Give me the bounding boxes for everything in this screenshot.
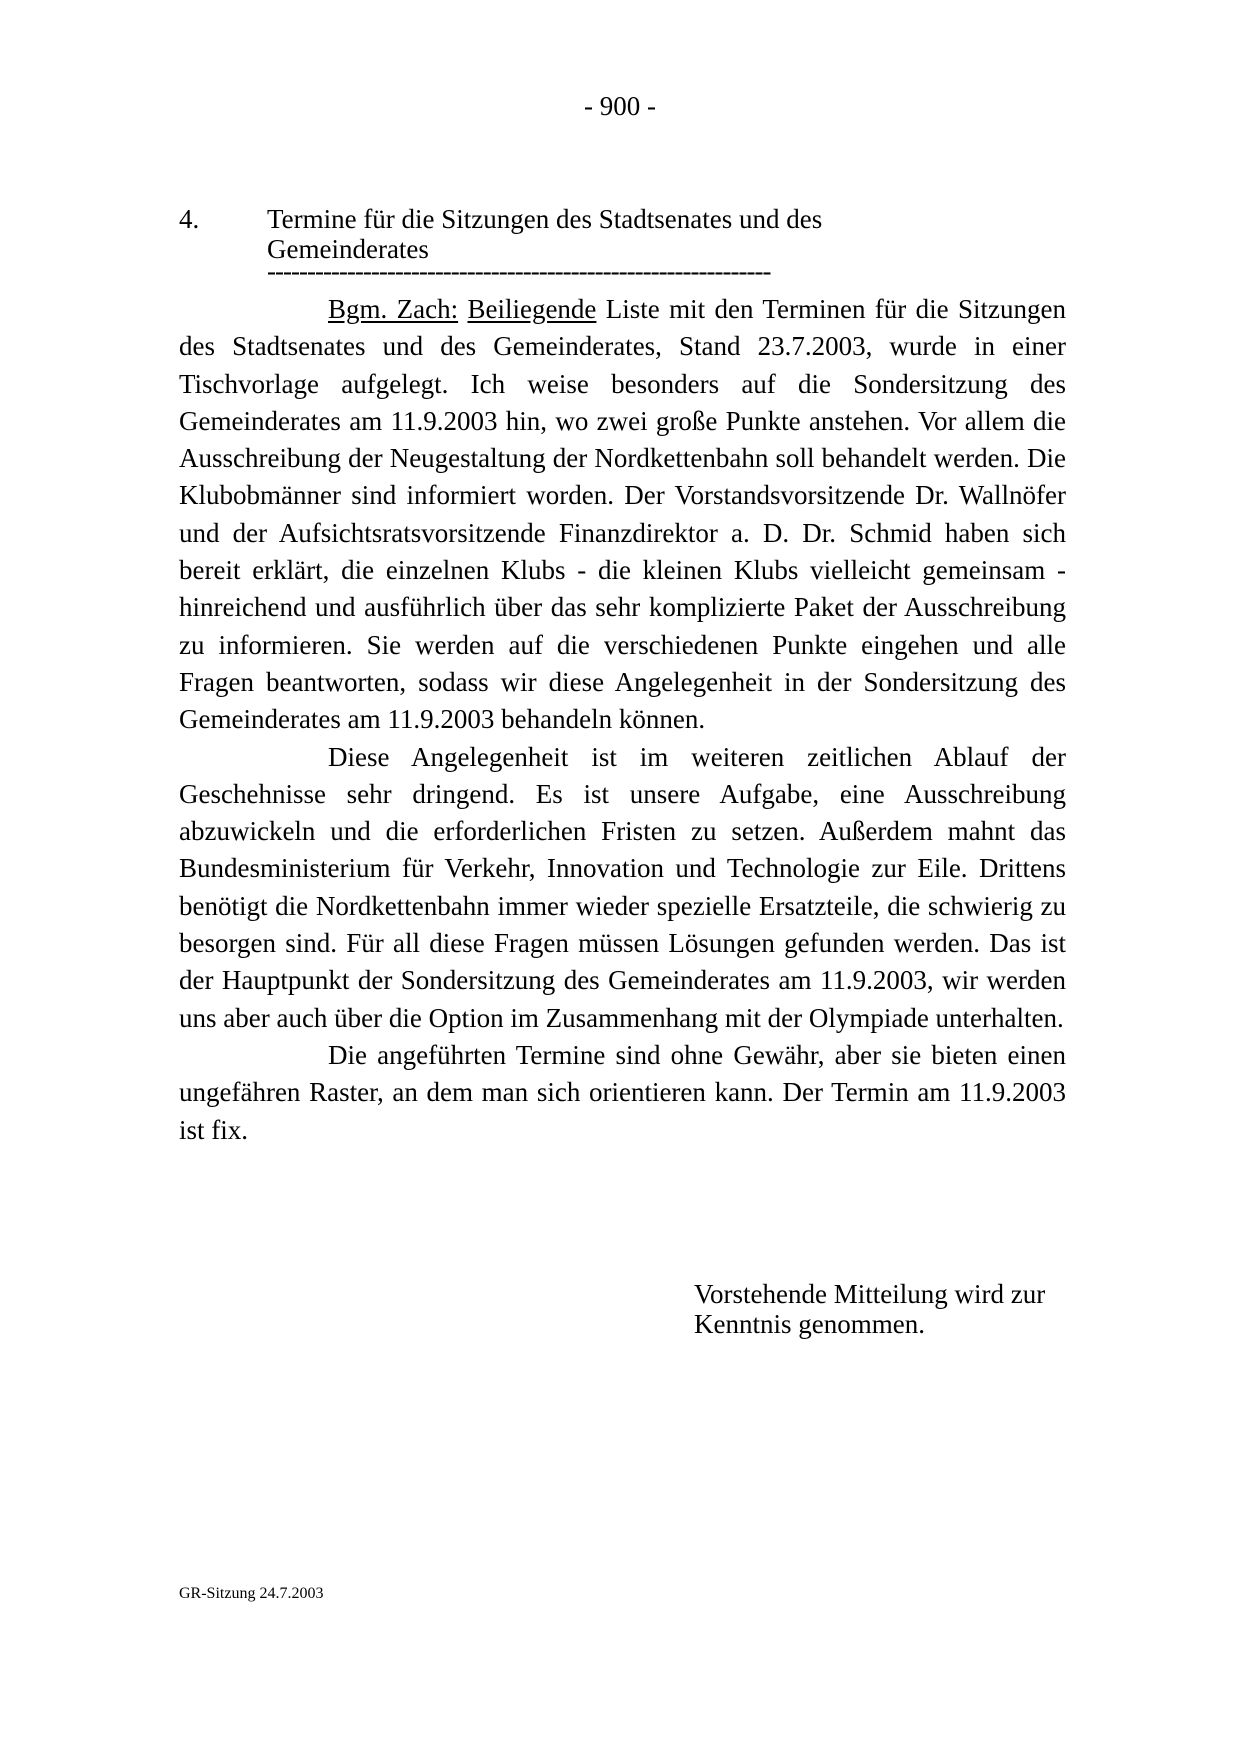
paragraph-2: Diese Angelegenheit ist im weiteren zeitlichen Ablauf der Geschehnisse sehr dringend. Es ist unsere Aufgabe, eine Ausschreibung abzuwickeln und die erforderlichen Fristen zu setzen. Außerdem mahnt das Bundesministerium für Verkehr, Innovation und Technologie zur Eile. Drittens benötigt die Nordkettenbahn immer wieder spezielle Ersatzteile, die schwierig zu besorgen sind. Für all diese Fragen müssen Lösungen gefunden werden. Das ist der Hauptpunkt der Sondersitzung des Gemeinderates am 11.9.2003, wir werden uns aber auch über die Option im Zusammenhang mit der Olympiade unterhalten. — [179, 741, 1066, 1033]
paragraph-1 — [179, 291, 1066, 739]
minutes-body — [179, 291, 1066, 1149]
resolution-note: Vorstehende Mitteilung wird zur Kenntnis genommen. — [694, 1279, 1046, 1339]
paragraph-3: Die angeführten Termine sind ohne Gewähr, aber sie bieten einen ungefähren Raster, an dem man sich orientieren kann. Der Termin am 11.9.2003 ist fix. — [179, 1039, 1066, 1145]
agenda-item-number: 4. — [179, 204, 200, 234]
underlined-word: Beiliegende — [467, 294, 597, 324]
title-underline-rule: --------------------------------------------------------------- — [267, 256, 771, 286]
footer-session-label: GR-Sitzung 24.7.2003 — [179, 1585, 324, 1602]
page-number: - 900 - — [584, 91, 656, 121]
speaker-name: Bgm. Zach: — [328, 294, 459, 324]
paragraph-1-text: Liste mit den Terminen für die Sitzungen des Stadtsenates und des Gemeinderates, Stand 23.7.2003, wurde in einer Tischvorlage aufgelegt. Ich weise besonders auf die Sondersitzung des Gemeinderates am 11.9.2003 hin, wo zwei große Punkte anstehen. Vor allem die Ausschreibung der Neugestaltung der Nordkettenbahn soll behandelt werden. Die Klubobmänner sind informiert worden. Der Vorstandsvorsitzende Dr. Wallnöfer und der Aufsichtsratsvorsitzende Finanzdirektor a. D. Dr. Schmid haben sich bereit erklärt, die einzelnen Klubs - die kleinen Klubs vielleicht gemeinsam - hinreichend und ausführlich über das sehr komplizierte Paket der Ausschreibung zu informieren. Sie werden auf die verschiedenen Punkte eingehen und alle Fragen beantworten, sodass wir diese Angelegenheit in der Sondersitzung des Gemeinderates am 11.9.2003 behandeln können. — [179, 294, 1066, 735]
agenda-item-title: Termine für die Sitzungen des Stadtsenates und des Gemeinderates — [267, 204, 823, 264]
